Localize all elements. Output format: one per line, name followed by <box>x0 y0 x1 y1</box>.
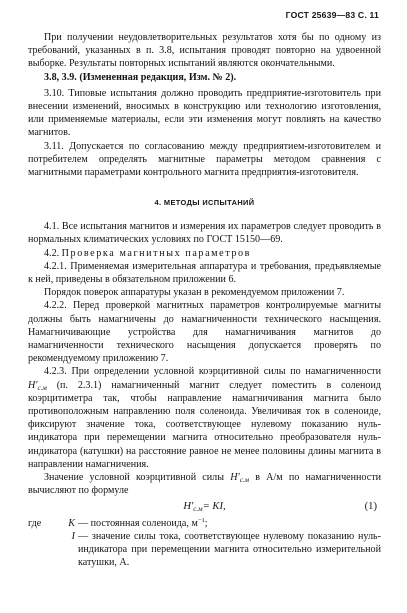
paragraph-4-2-1-b: Порядок поверок аппаратуры указан в рекомендуемом приложении 7. <box>44 287 345 299</box>
paragraph-amendment-note <box>28 71 381 84</box>
symbol-h-2: $H'_{с.м}$ <box>230 472 250 485</box>
formula-1 <box>28 499 381 514</box>
heading-number: 4.2. <box>44 247 60 259</box>
paragraph-3-11: 3.11. Допускается по согласованию между предприятием-изготовителем и потребителем определять магнитные параметры методом сравнения с магнитными параметрами контрольного магнита предприятия-изготовителя. <box>28 140 381 179</box>
paragraph-4-2-3: 4.2.3. При определении условной коэрцитивной силы по намагниченности $H'_{с.м}$ (п. 2.3.1) намагниченный магнит следует поместить в соленоид коэрцитиметра так, чтобы направление намагничивания магнита было противоположным направлению поля соленоида. Увеличивая ток в соленоиде, фиксируют значение тока, соответствующее нулевому показанию нуль-индикатора при перемещении магнита относительно преобразователя нуль-индикатора (катушки) на расстояние равное не менее половины длины магнита в направлении намагничения. <box>28 366 381 470</box>
paragraph-repeat-tests: При получении неудовлетворительных результатов хотя бы по одному из требований, указанных в п. 3.8, испытания проводят повторно на удвоенной выборке. Результаты повторных испытаний являются окончательными. <box>28 32 381 70</box>
legend-i-symbol: I <box>71 530 75 542</box>
paragraph-4-1: 4.1. Все испытания магнитов и измерения их параметров следует проводить в нормальных климатических условиях по ГОСТ 15150—69. <box>28 221 381 246</box>
paragraph-4-2-heading <box>28 247 381 260</box>
paragraph-4-2-2: 4.2.2. Перед проверкой магнитных параметров контролируемые магниты должны быть намагничены до намагниченности технического насыщения. Намагничивающие устройства для намагничивания магнитов до намагниченности технического насыщения допускается проверять по рекомендуемому приложению 7. <box>28 300 381 365</box>
paragraph-4-2-3-c: Значение условной коэрцитивной силы $H'_{с.м}$ в А/м по намагниченности вычисляют по формуле <box>28 472 382 497</box>
paragraph-4-2-1: 4.2.1. Применяемая измерительная аппаратура и требования, предъявляемые к ней, приведены в обязательном приложении 6. <box>28 260 381 286</box>
heading-text: Проверка магнитных параметров <box>61 247 252 259</box>
legend-where: где <box>28 517 42 529</box>
section-title: 4. МЕТОДЫ ИСПЫТАНИЙ <box>154 198 255 208</box>
amendment-note-text: 3.8, 3.9. (Измененная редакция, Изм. № 2). <box>44 71 237 83</box>
symbol-h: $H'_{с.м}$ <box>28 379 47 392</box>
formula-expression: $H'_{с.м}=$ KI, <box>183 500 226 513</box>
legend-k-description: — постоянная соленоида, $м^{-1}$; <box>78 516 208 529</box>
legend-i-description: — значение силы тока, соответствующее нулевому показанию нуль-индикатора при перемещении магнита относительно измерительной катушки, А. <box>78 530 381 569</box>
symbol-legend <box>28 517 381 570</box>
paragraph-3-10: 3.10. Типовые испытания должно проводить предприятие-изготовитель при внесении изменений, вносимых в конструкцию или технологию изготовления, или применяемые материалы, если эти изменения могут повлиять на качество магнитов. <box>28 87 381 139</box>
legend-k-symbol: K <box>68 517 75 529</box>
page-header: ГОСТ 25639—83 С. 11 <box>285 10 379 20</box>
formula-number: (1) <box>364 500 377 512</box>
